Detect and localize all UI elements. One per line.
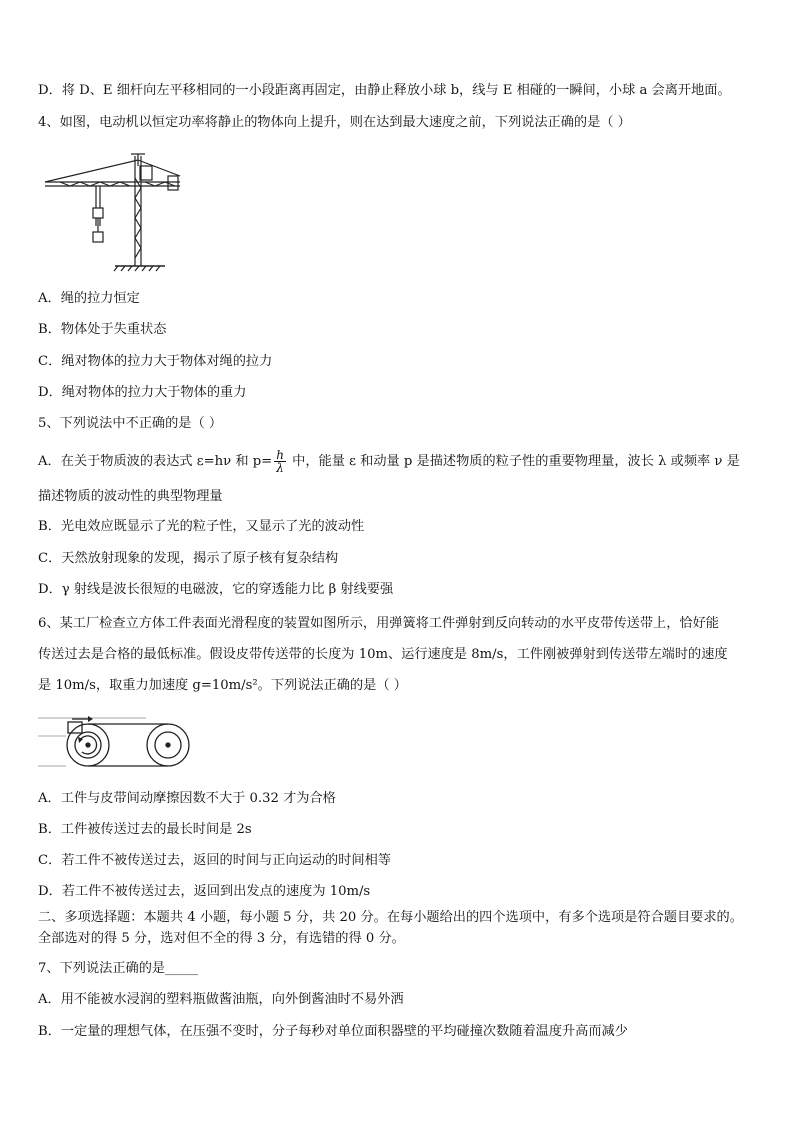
fraction-numerator: h — [276, 448, 284, 462]
q6-stem-line1: 6、某工厂检查立方体工件表面光滑程度的装置如图所示，用弹簧将工件弹射到反向转动的水平皮带传送带上，恰好能 — [38, 616, 719, 631]
q5-option-a — [38, 449, 740, 474]
q5-stem: 5、下列说法中不正确的是（ ） — [38, 416, 223, 431]
q6-stem-line2: 传送过去是合格的最低标准。假设皮带传送带的长度为 10m、运行速度是 8m/s，工件刚被弹射到传送带左端时的速度 — [38, 647, 728, 662]
q5-option-c: C．天然放射现象的发现，揭示了原子核有复杂结构 — [38, 551, 339, 566]
q5-option-d: D．γ 射线是波长很短的电磁波，它的穿透能力比 β 射线要强 — [38, 582, 394, 597]
q6-option-a: A．工件与皮带间动摩擦因数不大于 0.32 才为合格 — [38, 791, 336, 806]
q7-stem: 7、下列说法正确的是_____ — [38, 961, 199, 976]
q4-option-c: C．绳对物体的拉力大于物体对绳的拉力 — [38, 354, 273, 369]
q7-option-b: B．一定量的理想气体，在压强不变时，分子每秒对单位面积器壁的平均碰撞次数随着温度升高而减少 — [38, 1024, 628, 1039]
q5-option-a-cont: 描述物质的波动性的典型物理量 — [38, 489, 223, 504]
q6-stem-line3: 是 10m/s，取重力加速度 g=10m/s²。下列说法正确的是（ ） — [38, 678, 407, 693]
q6-option-d: D．若工件不被传送过去，返回到出发点的速度为 10m/s — [38, 884, 371, 899]
fraction-denominator: λ — [276, 461, 284, 475]
section-2-instructions-line1: 二、多项选择题：本题共 4 小题，每小题 5 分，共 20 分。在每小题给出的四个选项中，有多个选项是符合题目要求的。 — [38, 910, 743, 925]
q6-option-c: C．若工件不被传送过去，返回的时间与正向运动的时间相等 — [38, 853, 391, 868]
q3-option-d: D．将 D、E 细杆向左平移相同的一小段距离再固定，由静止释放小球 b，线与 E 相碰的一瞬间，小球 a 会离开地面。 — [38, 83, 731, 98]
q5-option-a-post: 中，能量 ε 和动量 p 是描述物质的粒子性的重要物理量，波长 λ 或频率 ν 是 — [287, 454, 740, 469]
q4-option-d: D．绳对物体的拉力大于物体的重力 — [38, 385, 247, 400]
h-over-lambda-fraction — [274, 449, 286, 474]
section-2-instructions-line2: 全部选对的得 5 分，选对但不全的得 3 分，有选错的得 0 分。 — [38, 931, 405, 946]
q6-option-b: B．工件被传送过去的最长时间是 2s — [38, 822, 252, 837]
q4-option-b: B．物体处于失重状态 — [38, 322, 167, 337]
q4-stem: 4、如图，电动机以恒定功率将静止的物体向上提升，则在达到最大速度之前，下列说法正确的是（ ） — [38, 115, 631, 130]
q5-option-b: B．光电效应既显示了光的粒子性，又显示了光的波动性 — [38, 519, 365, 534]
tower-crane-figure — [40, 148, 190, 273]
conveyor-belt-figure — [36, 710, 196, 776]
q4-option-a: A．绳的拉力恒定 — [38, 291, 140, 306]
q5-option-a-pre: A．在关于物质波的表达式 ε=hν 和 p= — [38, 454, 273, 469]
q7-option-a: A．用不能被水浸润的塑料瓶做酱油瓶，向外倒酱油时不易外洒 — [38, 992, 404, 1007]
